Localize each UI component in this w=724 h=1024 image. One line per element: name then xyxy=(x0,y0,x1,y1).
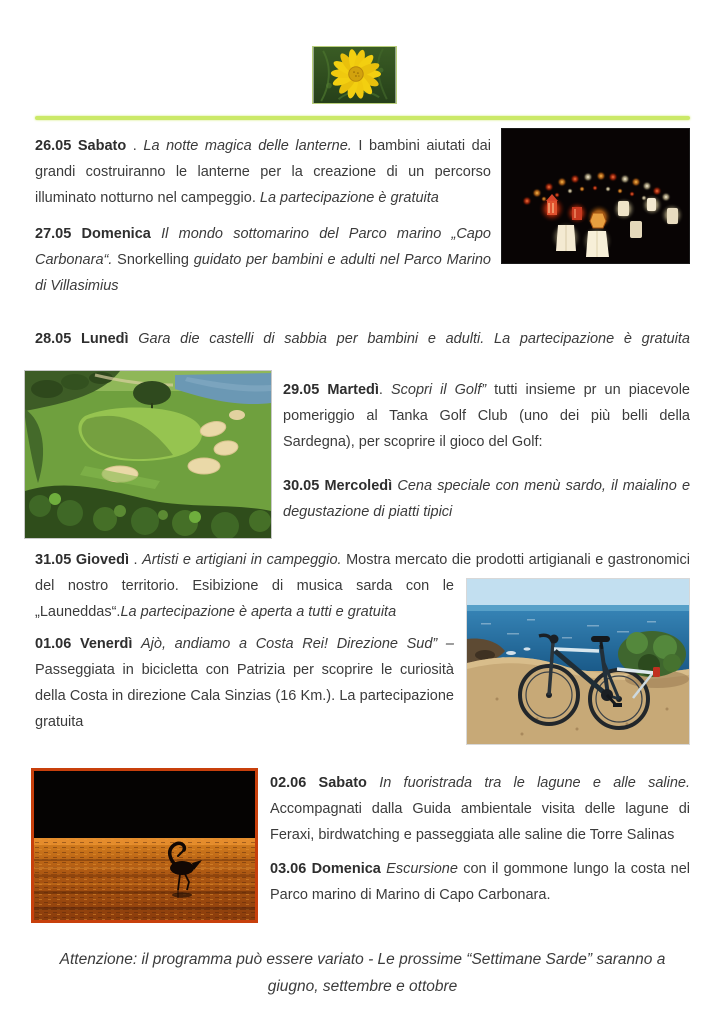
daisy-flower-image xyxy=(313,47,396,103)
divider-line xyxy=(35,116,690,120)
event-title: In fuoristrada tra le lagune e alle saline. xyxy=(379,775,690,791)
event-date: 27.05 Domenica xyxy=(35,226,151,242)
event-date: 26.05 Sabato xyxy=(35,138,127,154)
event-28-05 xyxy=(35,326,690,352)
footer-note: Attenzione: il programma può essere variato - Le prossime “Settimane Sarde” saranno a giugno, settembre e ottobre xyxy=(59,951,666,995)
event-text: Gara die castelli di sabbia per bambini e adulti. La partecipazione è gratuita xyxy=(138,331,690,347)
event-text: Mostra mercato die prodotti artigianali e gastronomici del nostro territorio. Esibizione di musica xyxy=(35,552,690,594)
section-lanterns xyxy=(35,126,690,299)
flamingo-photo xyxy=(31,768,258,923)
event-date: 29.05 Martedì xyxy=(283,382,379,398)
section-flamingo xyxy=(31,766,690,929)
event-text xyxy=(151,226,161,242)
lanterns-photo xyxy=(501,128,690,264)
event-title: Ajò, andiamo a Costa Rei! Direzione Sud” – xyxy=(141,636,454,652)
section-golf xyxy=(24,370,690,545)
event-text: La partecipazione è gratuita xyxy=(259,190,439,206)
event-title: Cena speciale con menù sardo, il maialino e degustazione di piatti tipici xyxy=(283,478,691,520)
event-date: 31.05 Giovedì xyxy=(35,552,129,568)
event-text: La partecipazione è aperta a tutti e gratuita xyxy=(120,604,397,620)
event-text: sarda con le „Launeddas“. xyxy=(35,578,454,620)
event-title: La notte magica delle lanterne. xyxy=(143,138,352,154)
section-bicycle xyxy=(35,543,690,753)
event-text: . xyxy=(378,382,391,398)
event-date: 28.05 Lunedì xyxy=(35,331,129,347)
event-31-05 xyxy=(35,543,690,625)
golf-photo xyxy=(24,370,272,539)
event-text: guidato per bambini e adulti nel Parco Marino di Villasimius xyxy=(35,252,491,294)
event-text: . xyxy=(129,552,143,568)
event-text xyxy=(129,331,139,347)
event-text: tutti insieme pr un piacevole pomeriggio al Tanka Golf Club (uno dei più belli della Sardegna), per scoprire il gioco del Golf: xyxy=(283,382,690,450)
event-title: Artisti e artigiani in campeggio. xyxy=(142,552,342,568)
event-text: . xyxy=(126,138,144,154)
event-text xyxy=(132,636,141,652)
event-text: Passeggiata in bicicletta con Patrizia per scoprire le curiosità della Costa in direzione Cala Sinzias (16 Km.). La partecipazione gratuita xyxy=(35,662,454,730)
event-text: Snorkelling xyxy=(112,252,194,268)
bicycle-photo xyxy=(466,578,690,745)
event-title: Scopri il Golf” xyxy=(391,382,487,398)
event-title: Il mondo sottomarino del Parco marino „Capo Carbonara“. xyxy=(35,226,492,268)
event-date: 03.06 Domenica xyxy=(270,861,381,877)
flower-photo xyxy=(312,46,397,104)
event-date: 02.06 Sabato xyxy=(270,775,367,791)
event-text: I bambini aiutati dai grandi costruiranno le lanterne per la creazione di un percorso illuminato notturno nel campeggio. xyxy=(35,138,491,206)
event-date: 01.06 Venerdì xyxy=(35,636,133,652)
event-date: 30.05 Mercoledì xyxy=(283,478,393,494)
event-text: con il gommone lungo la costa nel Parco marino di Marino di Capo Carbonara. xyxy=(270,861,690,903)
event-title: Escursione xyxy=(386,861,458,877)
event-text: Accompagnati dalla Guida ambientale visita delle lagune di Feraxi, birdwatching e passeggiata alle saline die Torre Salinas xyxy=(270,801,690,843)
event-text xyxy=(367,775,379,791)
